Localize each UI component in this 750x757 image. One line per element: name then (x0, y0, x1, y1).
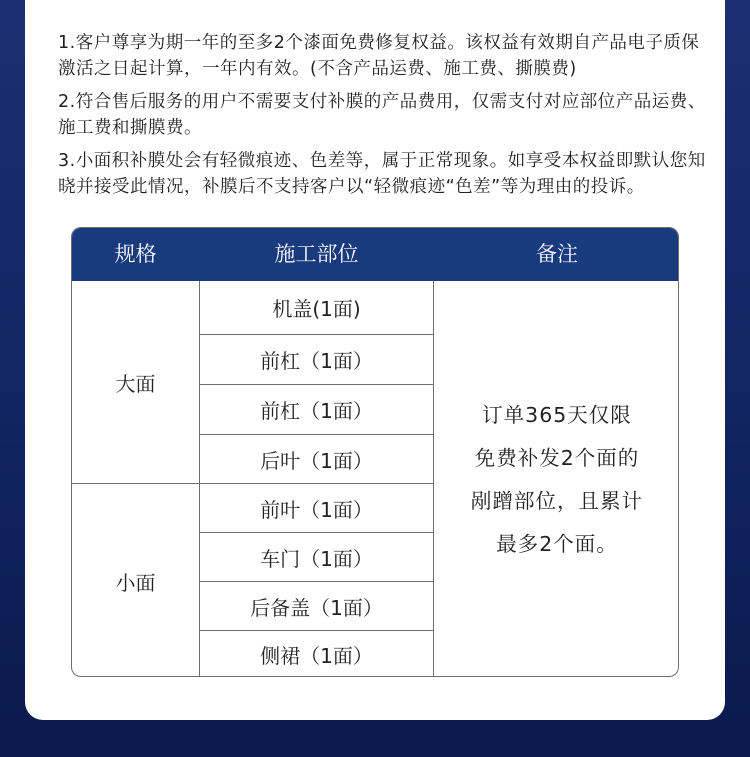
terms-notes (58, 30, 708, 207)
remark-line: 剐蹭部位，且累计 (471, 488, 643, 513)
spec-large: 大面 (72, 281, 200, 484)
part-cell: 后备盖（1面） (200, 582, 434, 631)
part-cell: 侧裙（1面） (200, 631, 434, 677)
part-cell: 前杠（1面） (200, 335, 434, 385)
remark-line: 最多2个面。 (496, 531, 618, 556)
note-2: 2.符合售后服务的用户不需要支付补膜的产品费用，仅需支付对应部位产品运费、施工费和撕膜费。 (58, 92, 706, 138)
header-remark: 备注 (536, 242, 578, 266)
header-spec: 规格 (114, 242, 157, 266)
part-cell: 前杠（1面） (200, 385, 434, 435)
part-cell: 前叶（1面） (200, 484, 434, 533)
coverage-table (71, 227, 679, 677)
note-1: 1.客户尊享为期一年的至多2个漆面免费修复权益。该权益有效期自产品电子质保激活之日起计算，一年内有效。(不含产品运费、施工费、撕膜费) (58, 33, 700, 79)
part-cell: 车门（1面） (200, 533, 434, 582)
spec-small: 小面 (72, 484, 200, 677)
table-header (72, 228, 678, 281)
note-3: 3.小面积补膜处会有轻微痕迹、色差等，属于正常现象。如享受本权益即默认您知晓并接受此情况，补膜后不支持客户以“轻微痕迹“色差”等为理由的投诉。 (58, 151, 706, 197)
part-cell: 后叶（1面） (200, 435, 434, 484)
header-parts: 施工部位 (274, 242, 359, 266)
remark-cell (434, 281, 679, 677)
remark-line: 订单365天仅限 (482, 402, 632, 427)
remark-line: 免费补发2个面的 (474, 445, 640, 470)
part-cell: 机盖(1面) (200, 281, 434, 335)
